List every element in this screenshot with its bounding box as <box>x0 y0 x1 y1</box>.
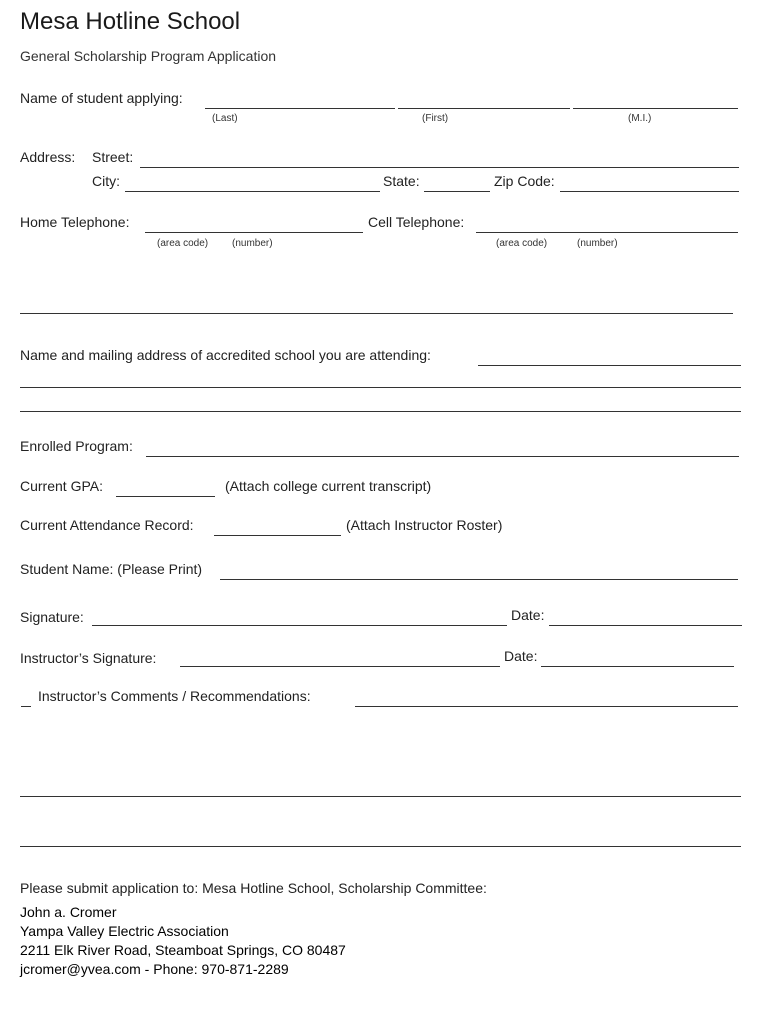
middle-initial-field[interactable] <box>573 90 738 109</box>
first-name-field[interactable] <box>398 90 570 109</box>
attendance-note: (Attach Instructor Roster) <box>346 517 503 533</box>
cell-number-hint: (number) <box>577 238 618 249</box>
street-field[interactable] <box>140 149 739 168</box>
last-name-hint: (Last) <box>212 113 238 124</box>
signature-label: Signature: <box>20 609 84 625</box>
zip-label: Zip Code: <box>494 173 555 189</box>
cell-phone-field[interactable] <box>476 214 738 233</box>
school-field[interactable] <box>478 347 741 366</box>
comments-field[interactable] <box>355 688 738 707</box>
contact-name: John a. Cromer <box>20 904 117 920</box>
submit-intro: Please submit application to: Mesa Hotline School, Scholarship Committee: <box>20 880 487 896</box>
gpa-field[interactable] <box>116 478 215 497</box>
home-number-hint: (number) <box>232 238 273 249</box>
contact-email-phone: jcromer@yvea.com - Phone: 970-871-2289 <box>20 961 289 977</box>
comments-label: Instructor’s Comments / Recommendations: <box>38 688 311 704</box>
student-name-label: Name of student applying: <box>20 90 183 106</box>
home-phone-label: Home Telephone: <box>20 214 130 230</box>
contact-organization: Yampa Valley Electric Association <box>20 923 229 939</box>
print-name-label: Student Name: (Please Print) <box>20 561 203 577</box>
state-label: State: <box>383 173 420 189</box>
middle-initial-hint: (M.I.) <box>628 113 652 124</box>
gpa-label: Current GPA: <box>20 478 103 494</box>
city-label: City: <box>92 173 120 189</box>
school-address-line-1[interactable] <box>20 387 741 388</box>
signature-date-field[interactable] <box>549 607 742 626</box>
instructor-signature-label: Instructor’s Signature: <box>20 650 157 666</box>
first-name-hint: (First) <box>422 113 449 124</box>
street-label: Street: <box>92 149 134 165</box>
cell-phone-label: Cell Telephone: <box>368 214 465 230</box>
address-label: Address: <box>20 149 76 165</box>
attendance-field[interactable] <box>214 517 341 536</box>
home-phone-field[interactable] <box>145 214 363 233</box>
signature-field[interactable] <box>92 607 507 626</box>
gpa-note: (Attach college current transcript) <box>225 478 432 494</box>
form-subtitle: General Scholarship Program Application <box>20 48 277 64</box>
blank-line[interactable] <box>20 313 733 314</box>
last-name-field[interactable] <box>205 90 395 109</box>
enrolled-program-field[interactable] <box>146 438 739 457</box>
instructor-signature-field[interactable] <box>180 648 500 667</box>
comments-dash <box>21 706 31 707</box>
comments-line-2[interactable] <box>20 846 741 847</box>
print-name-field[interactable] <box>220 561 738 580</box>
contact-address: 2211 Elk River Road, Steamboat Springs, CO 80487 <box>20 942 346 958</box>
zip-field[interactable] <box>560 173 739 192</box>
state-field[interactable] <box>424 173 490 192</box>
comments-line-1[interactable] <box>20 796 741 797</box>
attendance-label: Current Attendance Record: <box>20 517 194 533</box>
enrolled-program-label: Enrolled Program: <box>20 438 133 454</box>
school-address-line-2[interactable] <box>20 411 741 412</box>
cell-area-code-hint: (area code) <box>496 238 548 249</box>
instructor-date-field[interactable] <box>541 648 734 667</box>
signature-date-label: Date: <box>511 607 545 623</box>
city-field[interactable] <box>125 173 380 192</box>
home-area-code-hint: (area code) <box>157 238 209 249</box>
instructor-date-label: Date: <box>504 648 538 664</box>
form-title: Mesa Hotline School <box>20 8 241 35</box>
school-label: Name and mailing address of accredited school you are attending: <box>20 347 431 363</box>
